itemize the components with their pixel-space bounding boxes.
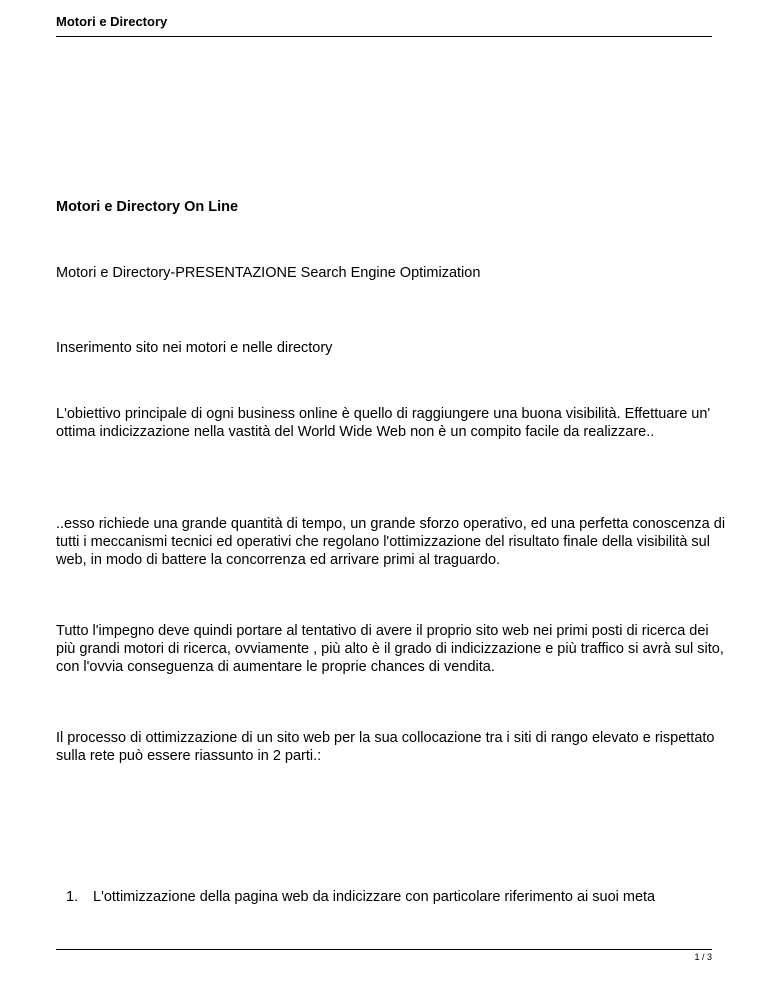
- page-number: 1 / 3: [694, 952, 712, 962]
- page-header: [56, 14, 712, 37]
- paragraph-insertion: Inserimento sito nei motori e nelle directory: [56, 340, 333, 356]
- paragraph-effort: ..esso richiede una grande quantità di tempo, un grande sforzo operativo, ed una perfetta conoscenza di tutti i meccanismi tecnici ed operativi che regolano l'ottimizzazione del risultato finale della visibilità sul web, in modo di battere la concorrenza ed arrivare primi al traguardo.: [56, 516, 726, 568]
- numbered-list: [56, 888, 716, 906]
- document-title: Motori e Directory On Line: [56, 199, 239, 215]
- paragraph-process: Il processo di ottimizzazione di un sito web per la sua collocazione tra i siti di rango elevato e rispettato sulla rete può essere riassunto in 2 parti.:: [56, 730, 715, 764]
- header-title: Motori e Directory: [56, 14, 168, 29]
- paragraph-commitment: Tutto l'impegno deve quindi portare al tentativo di avere il proprio sito web nei primi posti di ricerca dei più grandi motori di ricerca, ovviamente , più alto è il grado di indicizzazione e più traffico si avrà sul sito, con l'ovvia conseguenza di aumentare le proprie chances di vendita.: [56, 623, 724, 675]
- paragraph-objective: L'obiettivo principale di ogni business online è quello di raggiungere una buona visibilità. Effettuare un' ottima indicizzazione nella vastità del World Wide Web non è un compito facile da realizzare..: [56, 406, 711, 440]
- list-item-number: 1.: [66, 889, 79, 905]
- page-footer: [56, 949, 712, 962]
- paragraph-subtitle: Motori e Directory-PRESENTAZIONE Search Engine Optimization: [56, 265, 481, 281]
- list-item-text: L'ottimizzazione della pagina web da indicizzare con particolare riferimento ai suoi meta: [93, 889, 656, 905]
- list-item: [56, 888, 716, 906]
